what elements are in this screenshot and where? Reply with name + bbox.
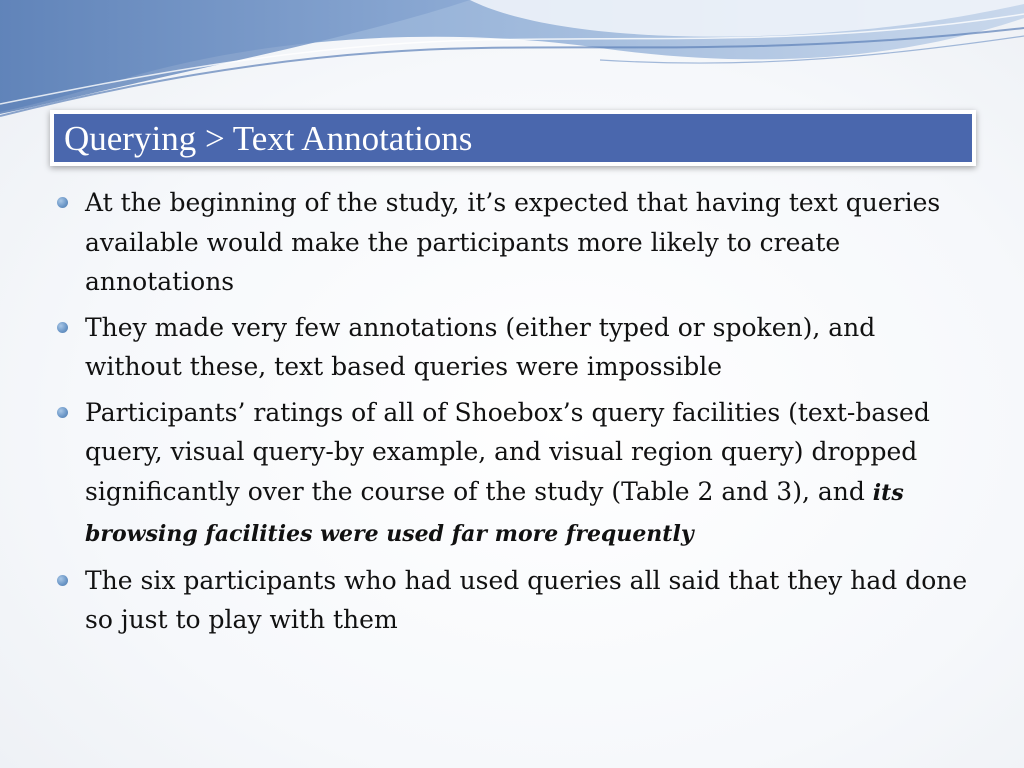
bullet-text: At the beginning of the study, it’s expected that having text queries available would make the participants more likely to create annotations	[85, 188, 941, 296]
bullet-text: The six participants who had used queries all said that they had done so just to play with them	[85, 565, 968, 634]
title-bar	[50, 110, 976, 166]
wave-band-front	[0, 0, 470, 114]
bullet-emphasis-text: its browsing facilities were used far more frequently	[85, 479, 904, 547]
slide-title: Querying > Text Annotations	[64, 118, 473, 158]
bullet-dot-icon	[57, 575, 68, 586]
bullet-item-1	[56, 183, 971, 302]
bullet-dot-icon	[57, 197, 68, 208]
bullet-item-2	[56, 308, 971, 387]
bullet-item-4	[56, 561, 971, 640]
bullet-text: They made very few annotations (either typed or spoken), and without these, text based queries were impossible	[85, 312, 876, 381]
bullet-item-3	[56, 393, 971, 555]
bullet-dot-icon	[57, 322, 68, 333]
title-bar-fill	[54, 114, 972, 162]
bullet-text: Participants’ ratings of all of Shoebox’s query facilities (text-based query, visual query-by example, and visual region query) dropped significantly over the course of the study (Table 2 and 3), and	[85, 397, 930, 506]
bullet-list	[56, 183, 971, 646]
bullet-dot-icon	[57, 407, 68, 418]
